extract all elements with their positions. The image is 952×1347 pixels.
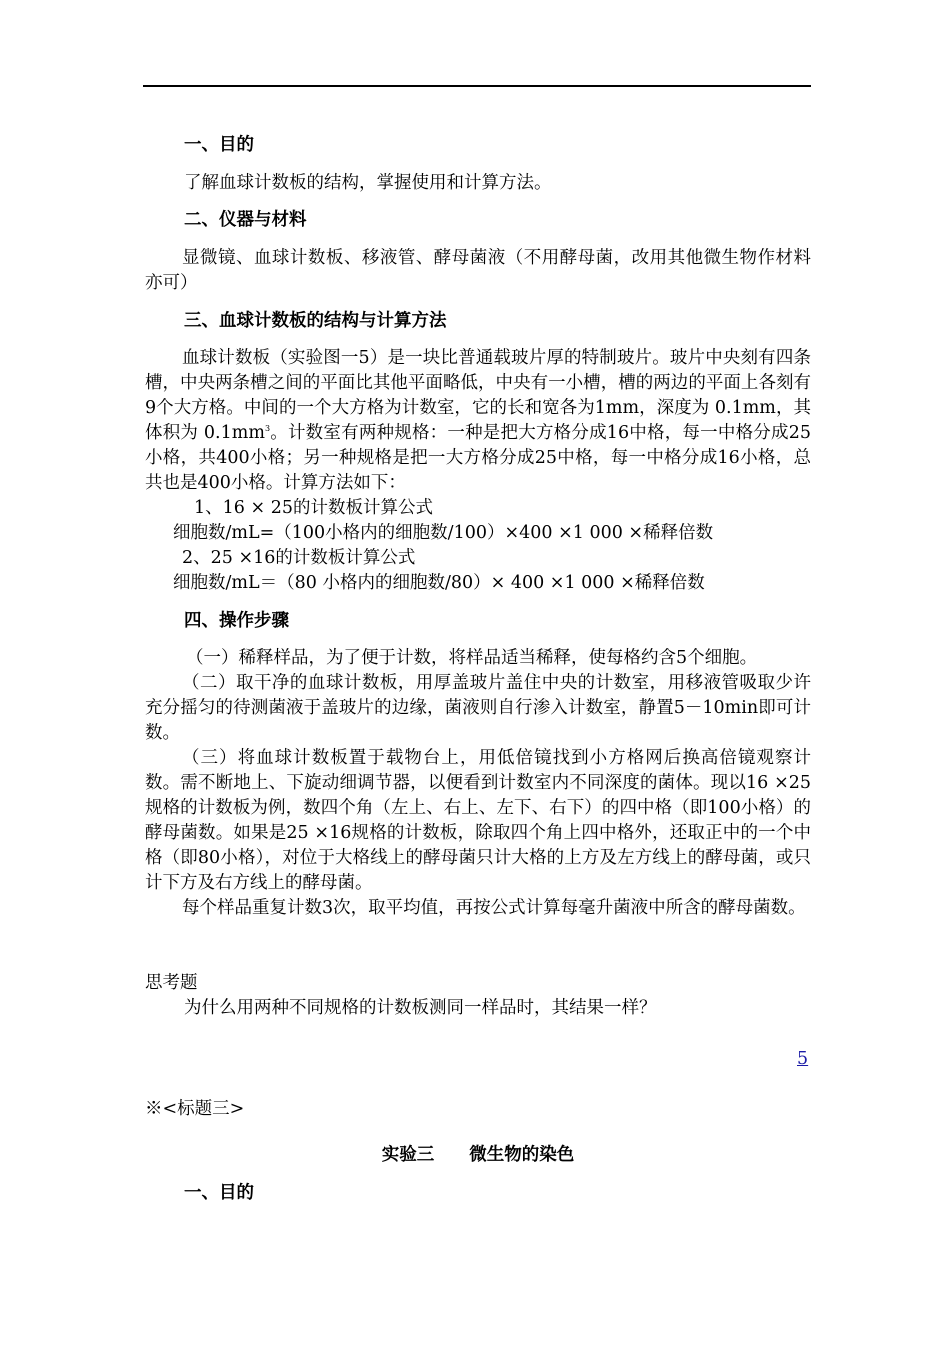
chapter-title: 实验三 微生物的染色 — [381, 1145, 575, 1165]
step-1: （一）稀释样品，为了便于计数，将样品适当稀释，使每格约含5个细胞。 — [186, 648, 758, 668]
formula-1: 细胞数/mL=（100小格内的细胞数/100）×400 ×1 000 ×稀释倍数 — [173, 523, 714, 543]
section-3-body-b: 。计数室有两种规格：一种是把大方格分成16中格，每一中格分成25小格，共400小格；另一种规格是把一大方格分成25中格，每一中格分成16小格，总共也是400小格。计算方法如下： — [145, 423, 811, 493]
section-4-heading: 四、操作步骤 — [184, 611, 289, 631]
page-number[interactable]: 5 — [797, 1049, 809, 1069]
step-4: 每个样品重复计数3次，取平均值，再按公式计算每毫升菌液中所含的酵母菌数。 — [182, 898, 806, 918]
formula-1-title: 1、16 × 25的计数板计算公式 — [194, 498, 433, 518]
section-3-heading: 三、血球计数板的结构与计算方法 — [184, 311, 447, 331]
formula-2-title: 2、25 ×16的计数板计算公式 — [182, 548, 416, 568]
step-3: （三）将血球计数板置于载物台上，用低倍镜找到小方格网后换高倍镜观察计数。需不断地上、下旋动细调节器，以便看到计数室内不同深度的菌体。现以16 ×25规格的计数板为例，数四个角（左上、右上、左下、右下）的四中格（即100小格）的酵母菌数。如果是25 ×16规格的计数板，除取四个角上四中格外，还取正中的一个中格（即80小格），对位于大格线上的酵母菌只计大格的上方及左方线上的酵母菌，或只计下方及右方线上的酵母菌。 — [145, 748, 811, 893]
section-3-body-a: 血球计数板（实验图一5）是一块比普通载玻片厚的特制玻片。玻片中央刻有四条槽，中央两条槽之间的平面比其他平面略低，中央有一小槽，槽的两边的平面上各刻有9个大方格。中间的一个大方格为计数室，它的长和宽各为1mm，深度为 0.1mm，其体积为 0.1mm — [145, 348, 811, 443]
cubic-superscript: 3 — [264, 424, 271, 433]
page-number-link[interactable] — [797, 1047, 811, 1072]
header-rule — [143, 85, 811, 87]
questions-title: 思考题 — [145, 973, 198, 993]
section-1-heading: 一、目的 — [184, 135, 254, 155]
section-2-heading: 二、仪器与材料 — [184, 210, 307, 230]
section-3-body — [145, 346, 811, 496]
chapter-section-1-heading: 一、目的 — [184, 1183, 254, 1203]
formula-2: 细胞数/mL＝（80 小格内的细胞数/80）× 400 ×1 000 ×稀释倍数 — [173, 573, 705, 593]
section-1-body: 了解血球计数板的结构，掌握使用和计算方法。 — [184, 173, 552, 193]
section-2-body: 显微镜、血球计数板、移液管、酵母菌液（不用酵母菌，改用其他微生物作材料亦可） — [145, 248, 811, 293]
question-1: 为什么用两种不同规格的计数板测同一样品时，其结果一样？ — [184, 998, 657, 1018]
step-2: （二）取干净的血球计数板，用厚盖玻片盖住中央的计数室，用移液管吸取少许充分摇匀的待测菌液于盖玻片的边缘，菌液则自行渗入计数室，静置5－10min即可计数。 — [145, 673, 811, 743]
style-marker: ※<标题三> — [145, 1099, 245, 1119]
